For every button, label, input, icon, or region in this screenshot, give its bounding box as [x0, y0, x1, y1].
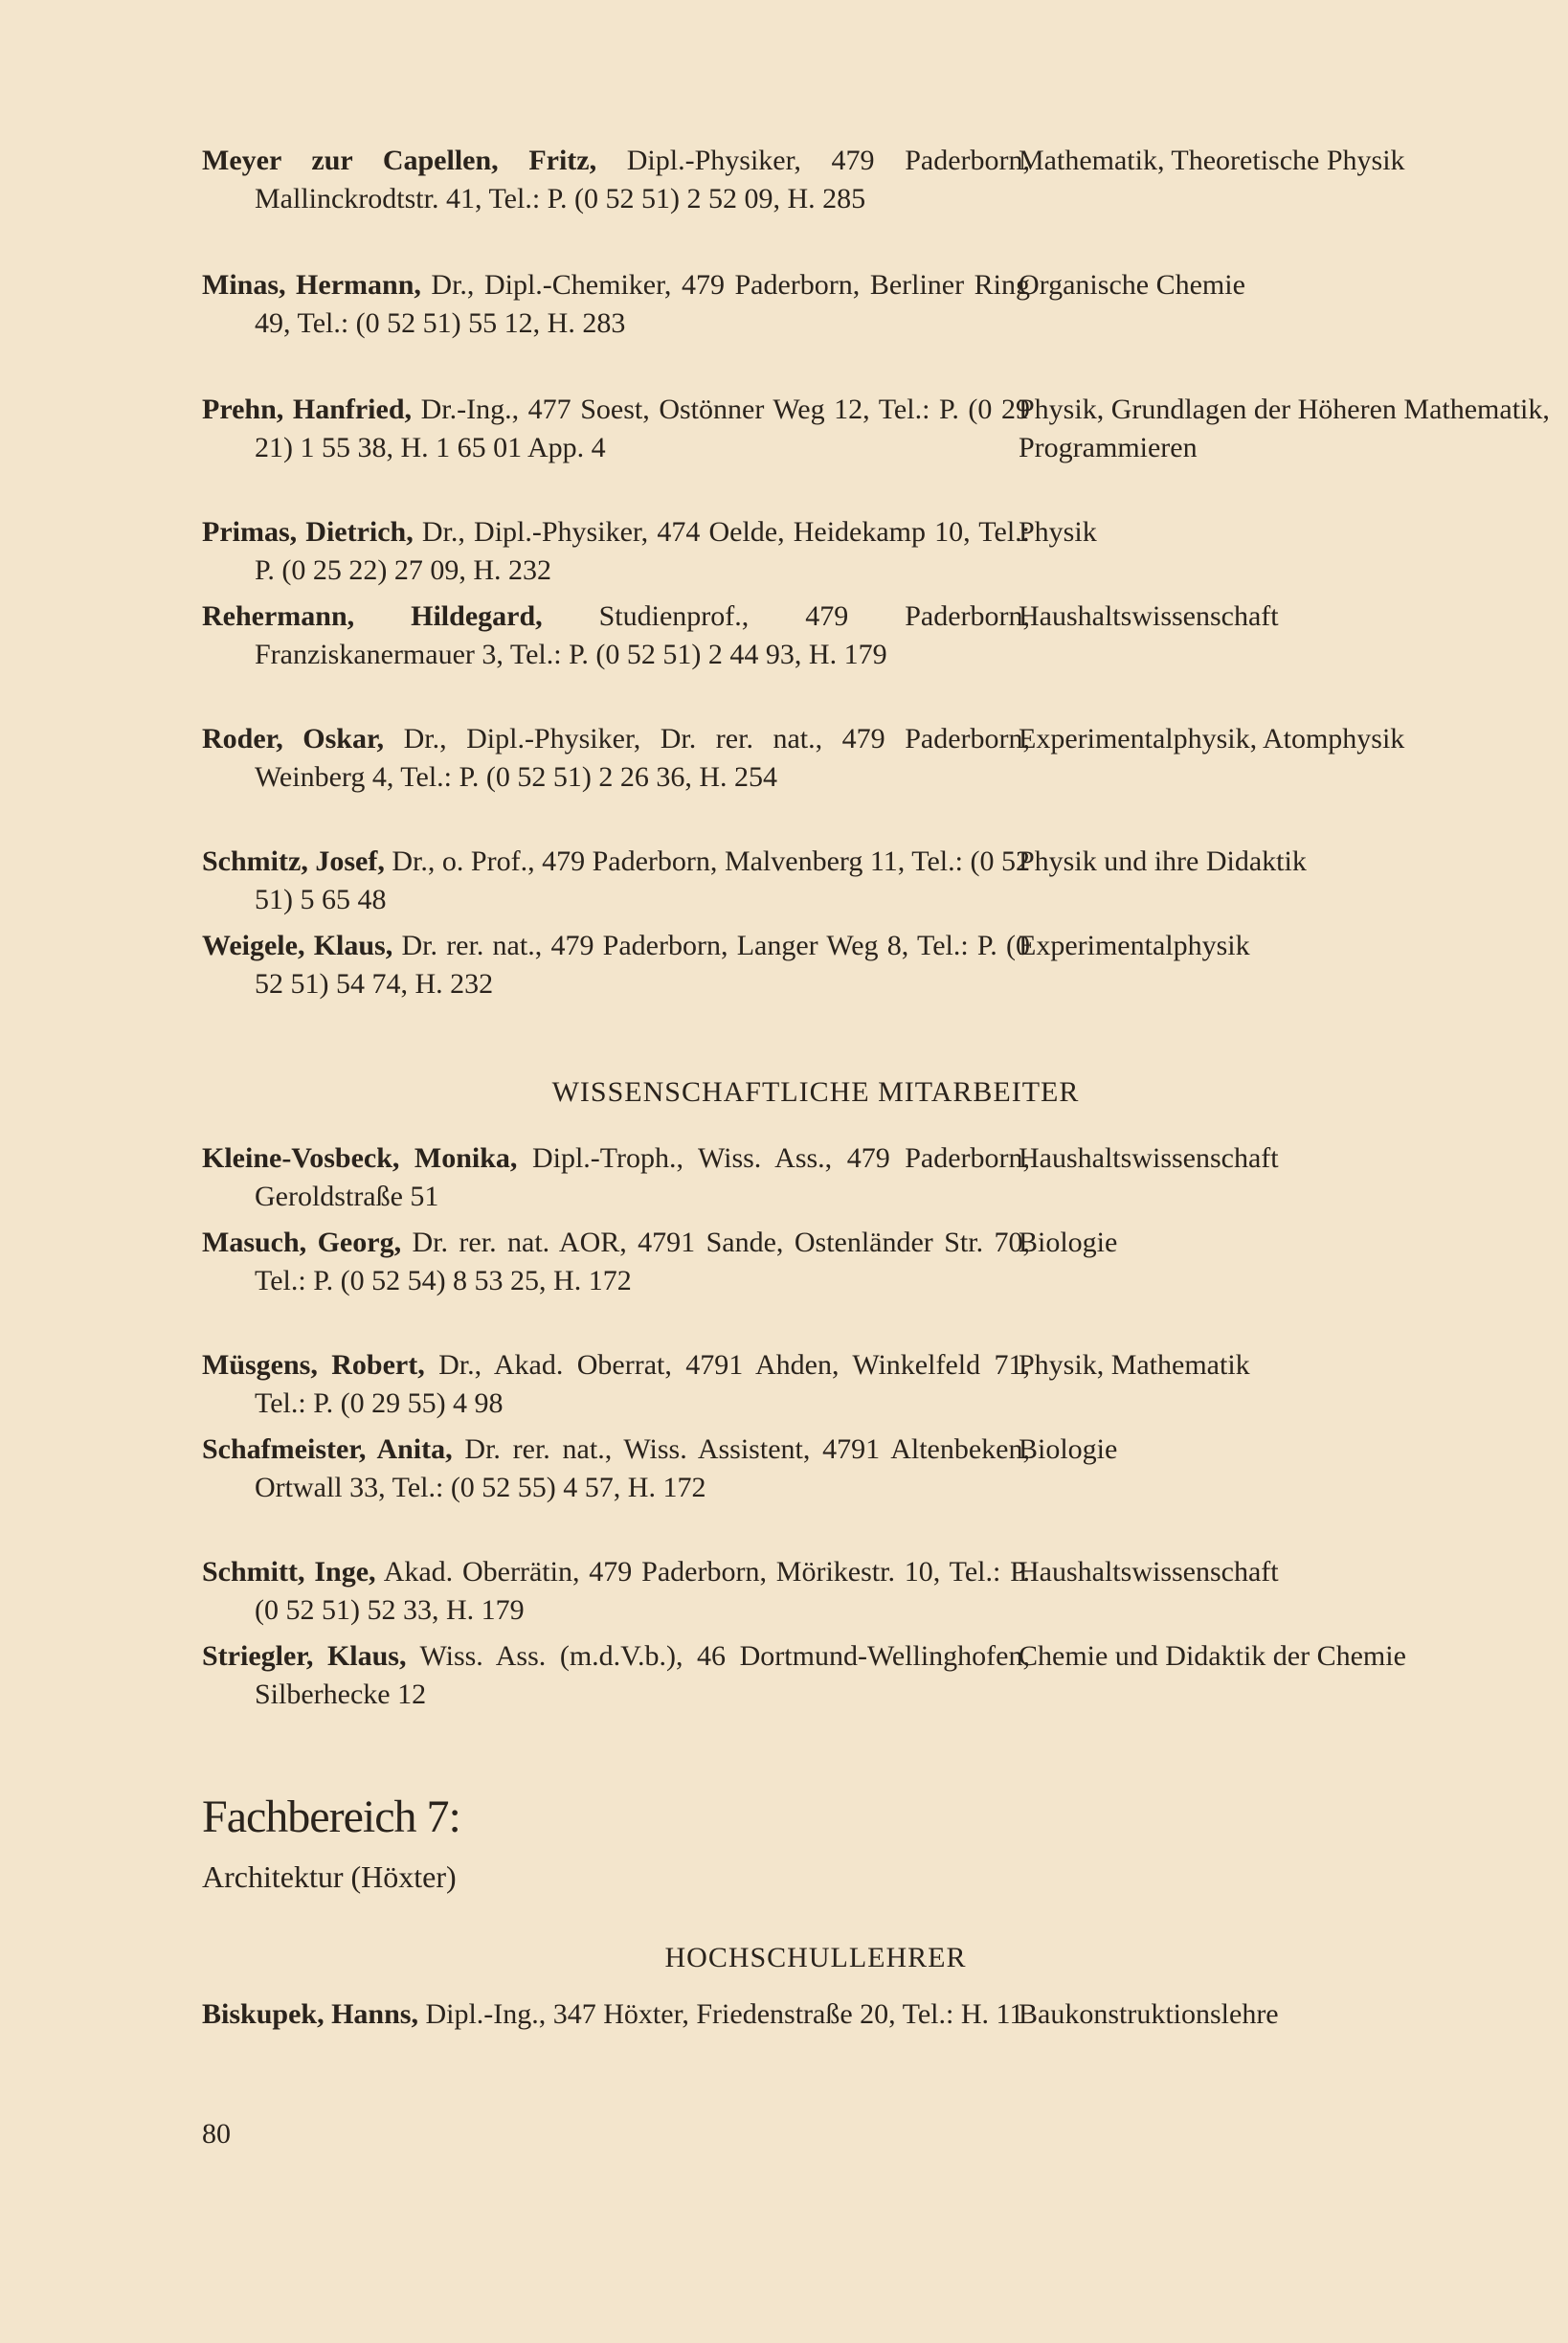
- entry-details: Dr. rer. nat., Wiss. Assistent, 4791 Altenbeken, Ortwall 33, Tel.: (0 52 55) 4 57, H. 172: [255, 1433, 1030, 1503]
- section-heading: WISSENSCHAFTLICHE MITARBEITER: [551, 1076, 1080, 1108]
- entry-name: Müsgens, Robert,: [202, 1349, 425, 1381]
- entry-name: Kleine-Vosbeck, Monika,: [202, 1142, 518, 1174]
- entry-details: Dr., Akad. Oberrat, 4791 Ahden, Winkelfeld 71, Tel.: P. (0 29 55) 4 98: [255, 1349, 1030, 1419]
- entry-details: Dipl.-Physiker, 479 Paderborn, Mallinckrodtstr. 41, Tel.: P. (0 52 51) 2 52 09, H. 285: [255, 145, 1030, 214]
- entry-details: Dr., Dipl.-Chemiker, 479 Paderborn, Berliner Ring 49, Tel.: (0 52 51) 55 12, H. 283: [255, 269, 1031, 339]
- entry-subject: Biologie: [1019, 1433, 1118, 1465]
- entry-name: Schafmeister, Anita,: [202, 1433, 453, 1465]
- entry-subject: Baukonstruktionslehre: [1019, 1998, 1279, 2030]
- entry-subject: Mathematik, Theoretische Physik: [1019, 145, 1405, 176]
- entry-details: Dr. rer. nat., 479 Paderborn, Langer Weg 8, Tel.: P. (0 52 51) 54 74, H. 232: [255, 930, 1030, 1000]
- entry-name: Primas, Dietrich,: [202, 516, 414, 548]
- entry-details: Dr. rer. nat. AOR, 4791 Sande, Ostenländer Str. 70, Tel.: P. (0 52 54) 8 53 25, H. 172: [255, 1227, 1031, 1296]
- page-number: 80: [202, 2118, 231, 2150]
- entry-subject: Haushaltswissenschaft: [1019, 1142, 1279, 1174]
- entry-name: Striegler, Klaus,: [202, 1640, 407, 1672]
- entry-name: Roder, Oskar,: [202, 723, 385, 755]
- entry-subject: Organische Chemie: [1019, 269, 1245, 301]
- entry-details: Studienprof., 479 Paderborn, Franziskanermauer 3, Tel.: P. (0 52 51) 2 44 93, H. 179: [255, 600, 1030, 670]
- fachbereich-title: Fachbereich 7:: [202, 1791, 460, 1842]
- entry-details: Wiss. Ass. (m.d.V.b.), 46 Dortmund-Wellinghofen, Silberhecke 12: [255, 1640, 1030, 1710]
- entry-subject: Experimentalphysik: [1019, 930, 1250, 961]
- entry-subject: Haushaltswissenschaft: [1019, 1556, 1279, 1588]
- entry-name: Schmitt, Inge,: [202, 1556, 376, 1588]
- fachbereich-subtitle: Architektur (Höxter): [202, 1859, 457, 1894]
- entry-details: Dr.-Ing., 477 Soest, Ostönner Weg 12, Tel.: P. (0 29 21) 1 55 38, H. 1 65 01 App. 4: [255, 394, 1030, 463]
- entry-name: Rehermann, Hildegard,: [202, 600, 543, 632]
- entry-subject: Experimentalphysik, Atomphysik: [1019, 723, 1405, 755]
- entry-details: Dr., Dipl.-Physiker, Dr. rer. nat., 479 Paderborn, Weinberg 4, Tel.: P. (0 52 51) 2 26 36, H. 254: [255, 723, 1031, 793]
- entry-subject: Physik und ihre Didaktik: [1019, 845, 1307, 877]
- entry-details: Dipl.-Ing., 347 Höxter, Friedenstraße 20, Tel.: H. 11: [417, 1998, 1024, 2030]
- entry-subject: Physik: [1019, 516, 1097, 548]
- entry-name: Masuch, Georg,: [202, 1227, 402, 1258]
- section-heading: HOCHSCHULLEHRER: [664, 1942, 967, 1973]
- entry-name: Prehn, Hanfried,: [202, 394, 413, 425]
- entry-name: Schmitz, Josef,: [202, 845, 385, 877]
- entry-details: Akad. Oberrätin, 479 Paderborn, Mörikestr. 10, Tel.: P. (0 52 51) 52 33, H. 179: [255, 1556, 1030, 1626]
- entry-details: Dr., Dipl.-Physiker, 474 Oelde, Heidekamp 10, Tel.: P. (0 25 22) 27 09, H. 232: [255, 516, 1030, 586]
- entry-subject: Haushaltswissenschaft: [1019, 600, 1279, 632]
- entry-subject: Physik, Grundlagen der Höheren Mathematik, Programmieren: [1019, 394, 1550, 463]
- entry-subject: Biologie: [1019, 1227, 1118, 1258]
- entry-name: Meyer zur Capellen, Fritz,: [202, 145, 597, 176]
- entry-subject: Chemie und Didaktik der Chemie: [1019, 1640, 1406, 1672]
- entry-details: Dipl.-Troph., Wiss. Ass., 479 Paderborn, Geroldstraße 51: [255, 1142, 1031, 1212]
- entry-name: Weigele, Klaus,: [202, 930, 393, 961]
- entry-details: Dr., o. Prof., 479 Paderborn, Malvenberg 11, Tel.: (0 52 51) 5 65 48: [255, 845, 1030, 915]
- entry-subject: Physik, Mathematik: [1019, 1349, 1250, 1381]
- entry-name: Minas, Hermann,: [202, 269, 421, 301]
- entry-name: Biskupek, Hanns,: [202, 1998, 418, 2030]
